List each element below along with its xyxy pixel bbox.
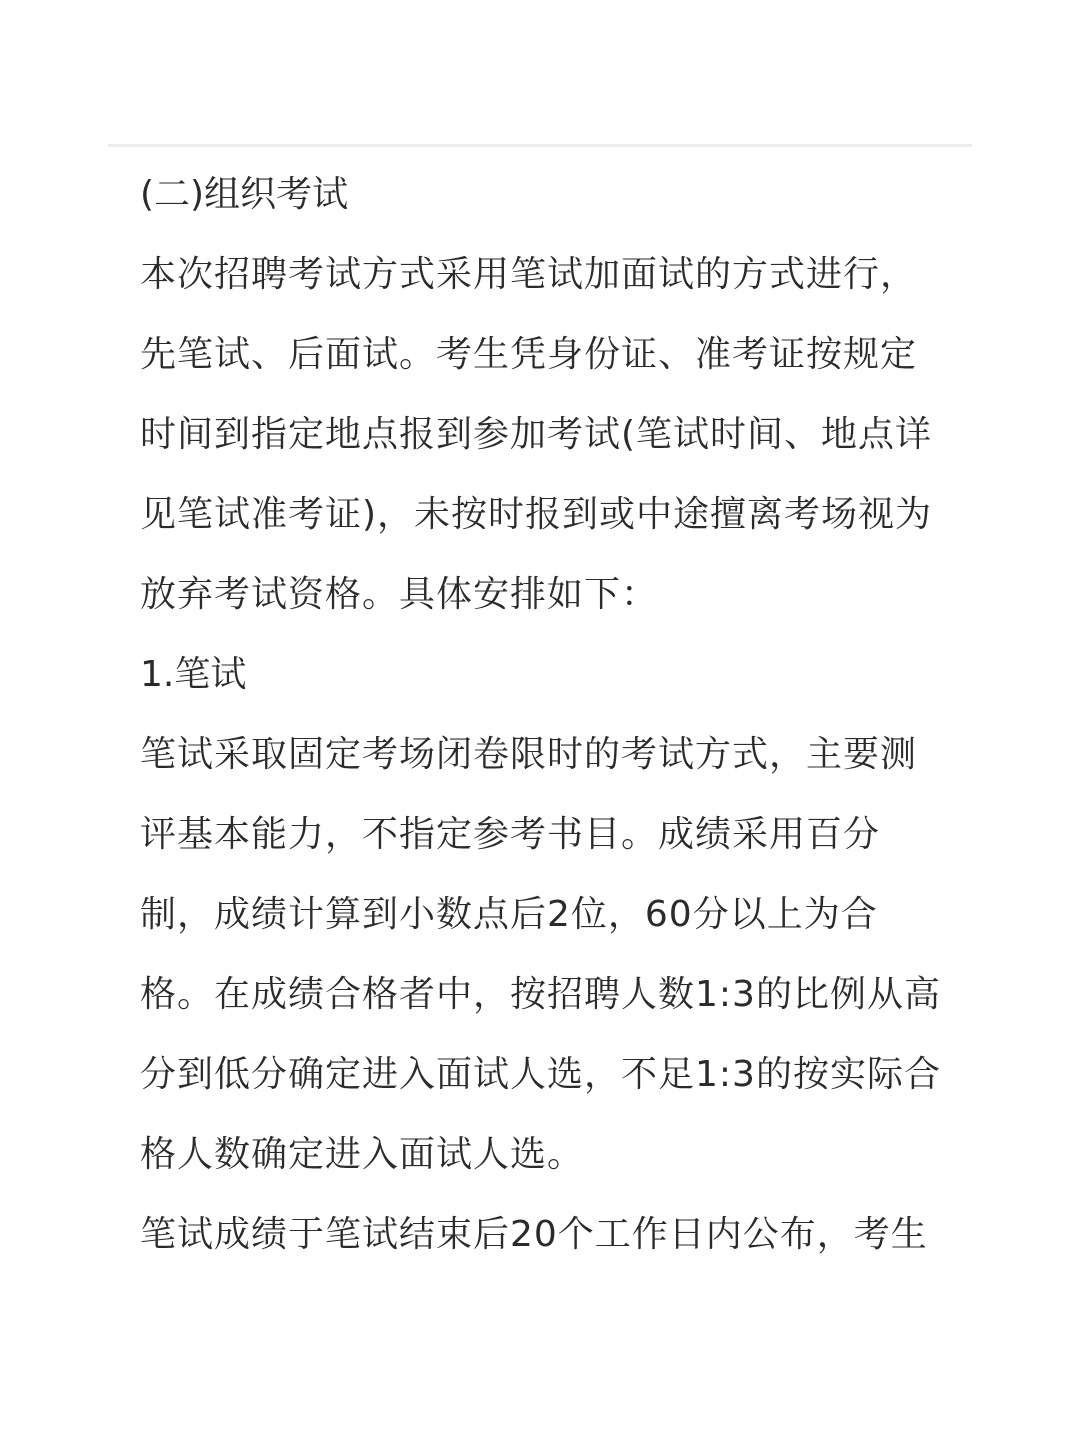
paragraph-line: 笔试采取固定考场闭卷限时的考试方式，主要测 [140, 734, 918, 775]
paragraph-line: 时间到指定地点报到参加考试(笔试时间、地点详 [140, 414, 933, 455]
paragraph-line: 见笔试准考证)，未按时报到或中途擅离考场视为 [140, 494, 933, 535]
paragraph-line: 本次招聘考试方式采用笔试加面试的方式进行， [140, 254, 918, 295]
paragraph-line: 放弃考试资格。具体安排如下： [140, 574, 659, 615]
paragraph-line: 笔试成绩于笔试结束后20个工作日内公布，考生 [140, 1214, 928, 1255]
intro-paragraph [140, 235, 940, 635]
paragraph-line: 评基本能力，不指定参考书目。成绩采用百分 [140, 814, 881, 855]
article-body [140, 155, 940, 1293]
bottom-blank-area [0, 1293, 1080, 1440]
paragraph-line: 分到低分确定进入面试人选，不足1:3的按实际合 [140, 1054, 941, 1095]
paragraph-line: 格人数确定进入面试人选。 [140, 1134, 585, 1175]
written-exam-paragraph [140, 715, 940, 1195]
section-title: (二)组织考试 [140, 174, 349, 215]
paragraph-line: 制，成绩计算到小数点后2位，60分以上为合 [140, 894, 878, 935]
paragraph-line: 格。在成绩合格者中，按招聘人数1:3的比例从高 [140, 974, 941, 1015]
subsection-title: 1.笔试 [140, 654, 247, 695]
paragraph-line: 先笔试、后面试。考生凭身份证、准考证按规定 [140, 334, 918, 375]
top-divider [108, 144, 972, 147]
